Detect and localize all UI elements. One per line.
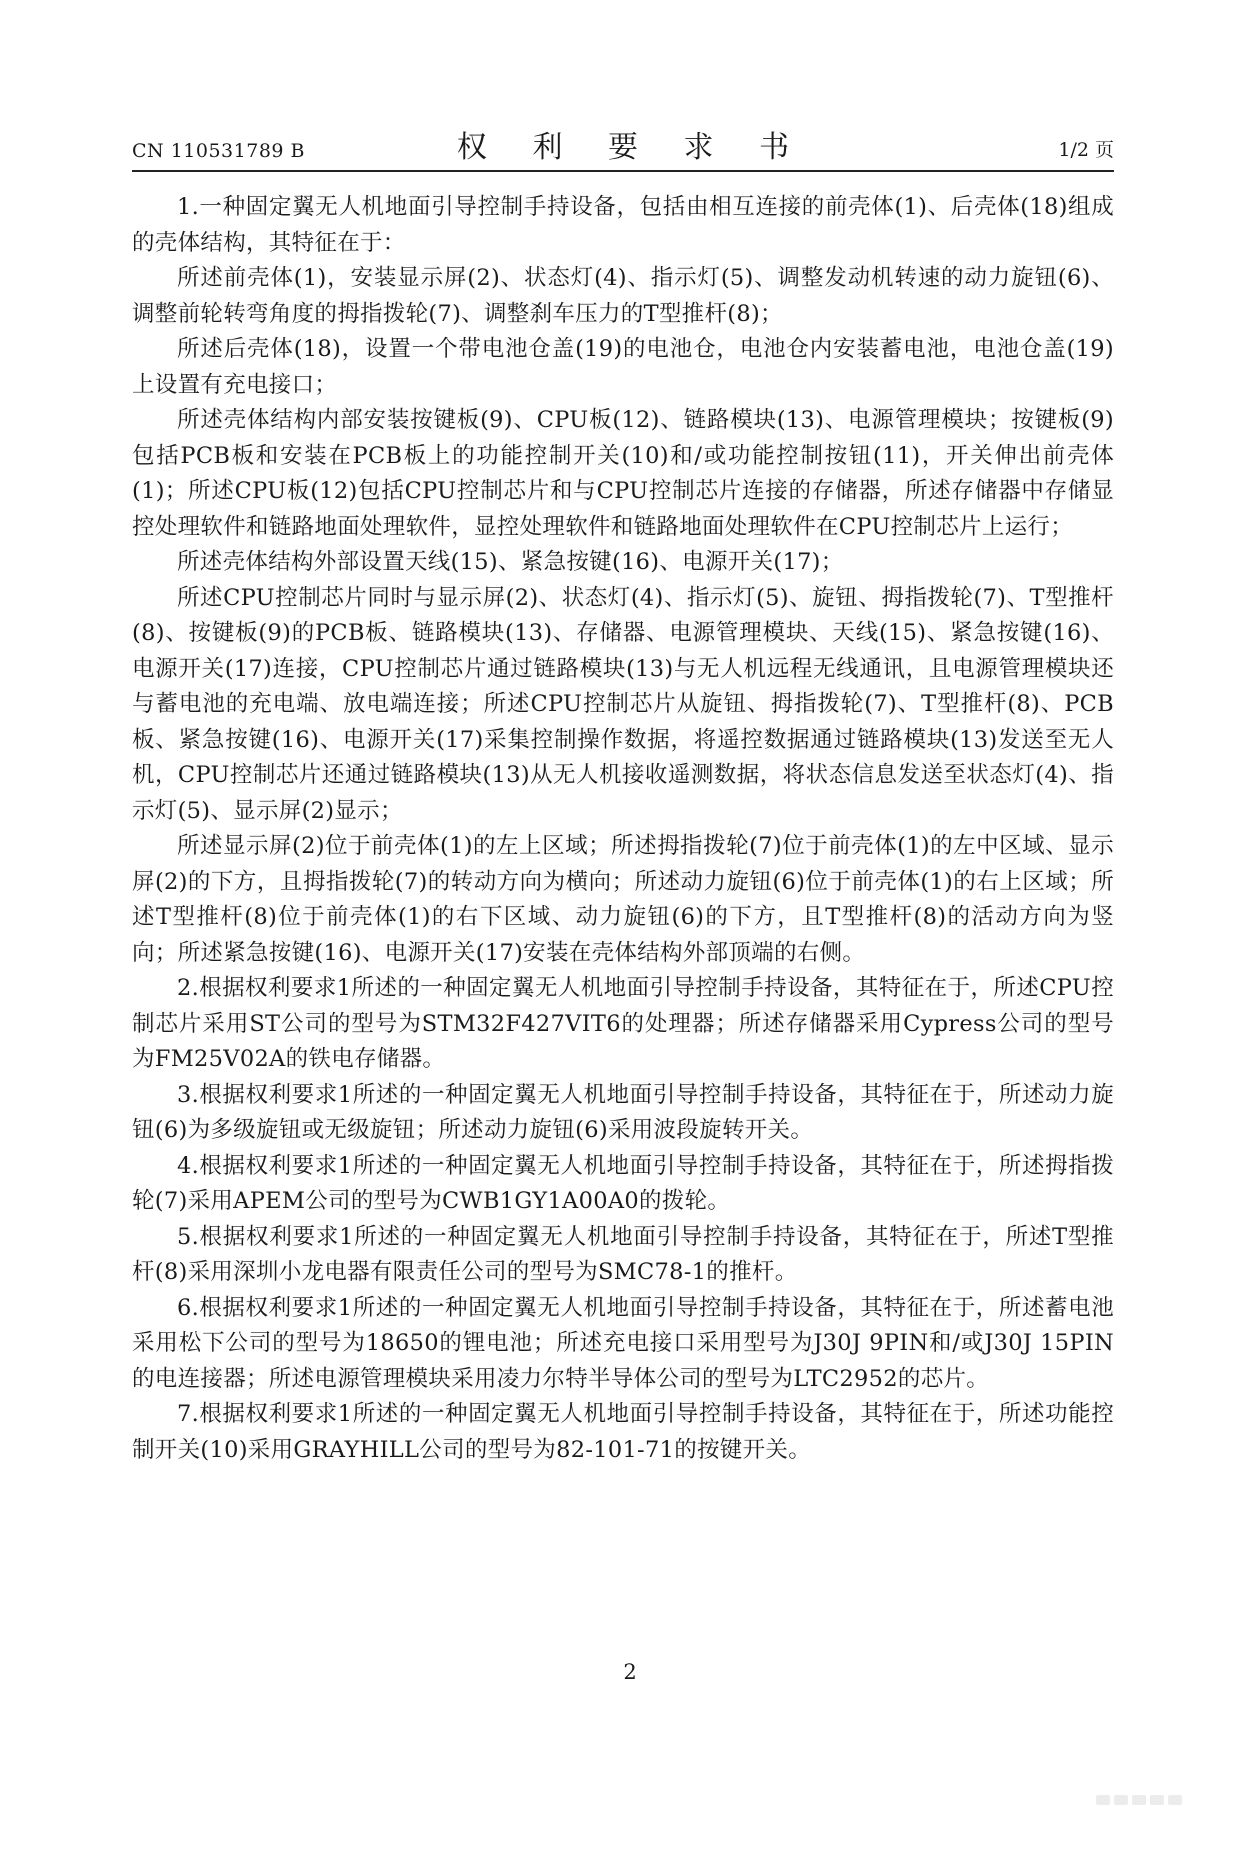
header-divider: [132, 170, 1114, 172]
claim-1-front-shell: 所述前壳体(1)，安装显示屏(2)、状态灯(4)、指示灯(5)、调整发动机转速的动力旋钮(6)、调整前轮转弯角度的拇指拨轮(7)、调整刹车压力的T型推杆(8)；: [132, 265, 1114, 327]
claim-1-preamble: 1.一种固定翼无人机地面引导控制手持设备，包括由相互连接的前壳体(1)、后壳体(18)组成的壳体结构，其特征在于：: [132, 194, 1114, 256]
claim-1-internal-parts: 所述壳体结构内部安装按键板(9)、CPU板(12)、链路模块(13)、电源管理模块；按键板(9)包括PCB板和安装在PCB板上的功能控制开关(10)和/或功能控制按钮(11)，开关伸出前壳体(1)；所述CPU板(12)包括CPU控制芯片和与CPU控制芯片连接的存储器，所述存储器中存储显控处理软件和链路地面处理软件，显控处理软件和链路地面处理软件在CPU控制芯片上运行；: [132, 407, 1114, 540]
claim-2: 2.根据权利要求1所述的一种固定翼无人机地面引导控制手持设备，其特征在于，所述CPU控制芯片采用ST公司的型号为STM32F427VIT6的处理器；所述存储器采用Cypress公司的型号为FM25V02A的铁电存储器。: [132, 975, 1114, 1072]
page-header: [132, 118, 1114, 168]
claim-3: 3.根据权利要求1所述的一种固定翼无人机地面引导控制手持设备，其特征在于，所述动力旋钮(6)为多级旋钮或无级旋钮；所述动力旋钮(6)采用波段旋转开关。: [132, 1081, 1114, 1143]
watermark-mark: [1096, 1790, 1216, 1814]
claim-1-rear-shell: 所述后壳体(18)，设置一个带电池仓盖(19)的电池仓，电池仓内安装蓄电池，电池仓盖(19)上设置有充电接口；: [132, 336, 1114, 398]
page-number: 2: [623, 1660, 637, 1684]
claim-1-layout: 所述显示屏(2)位于前壳体(1)的左上区域；所述拇指拨轮(7)位于前壳体(1)的左中区域、显示屏(2)的下方，且拇指拨轮(7)的转动方向为横向；所述动力旋钮(6)位于前壳体(1)的右上区域；所述T型推杆(8)位于前壳体(1)的右下区域、动力旋钮(6)的下方，且T型推杆(8)的活动方向为竖向；所述紧急按键(16)、电源开关(17)安装在壳体结构外部顶端的右侧。: [132, 833, 1114, 966]
document-title: 权 利 要 求 书: [456, 130, 808, 165]
claim-4: 4.根据权利要求1所述的一种固定翼无人机地面引导控制手持设备，其特征在于，所述拇指拨轮(7)采用APEM公司的型号为CWB1GY1A00A0的拨轮。: [132, 1152, 1114, 1214]
claim-6: 6.根据权利要求1所述的一种固定翼无人机地面引导控制手持设备，其特征在于，所述蓄电池采用松下公司的型号为18650的锂电池；所述充电接口采用型号为J30J 9PIN和/或J30J 15PIN的电连接器；所述电源管理模块采用凌力尔特半导体公司的型号为LTC2952的芯片。: [132, 1294, 1114, 1392]
patent-number: CN 110531789 B: [132, 140, 305, 162]
claim-1-cpu-connections: 所述CPU控制芯片同时与显示屏(2)、状态灯(4)、指示灯(5)、旋钮、拇指拨轮(7)、T型推杆(8)、按键板(9)的PCB板、链路模块(13)、存储器、电源管理模块、天线(15)、紧急按键(16)、电源开关(17)连接，CPU控制芯片通过链路模块(13)与无人机远程无线通讯，且电源管理模块还与蓄电池的充电端、放电端连接；所述CPU控制芯片从旋钮、拇指拨轮(7)、T型推杆(8)、PCB板、紧急按键(16)、电源开关(17)采集控制操作数据，将遥控数据通过链路模块(13)发送至无人机，CPU控制芯片还通过链路模块(13)从无人机接收遥测数据，将状态信息发送至状态灯(4)、指示灯(5)、显示屏(2)显示；: [132, 584, 1114, 824]
claim-7: 7.根据权利要求1所述的一种固定翼无人机地面引导控制手持设备，其特征在于，所述功能控制开关(10)采用GRAYHILL公司的型号为82-101-71的按键开关。: [132, 1401, 1114, 1463]
page-indicator: 1/2 页: [1058, 139, 1114, 161]
claim-5: 5.根据权利要求1所述的一种固定翼无人机地面引导控制手持设备，其特征在于，所述T型推杆(8)采用深圳小龙电器有限责任公司的型号为SMC78-1的推杆。: [132, 1223, 1114, 1285]
claims-body: [132, 186, 1114, 1468]
claim-1-external-parts: 所述壳体结构外部设置天线(15)、紧急按键(16)、电源开关(17)；: [177, 549, 844, 575]
